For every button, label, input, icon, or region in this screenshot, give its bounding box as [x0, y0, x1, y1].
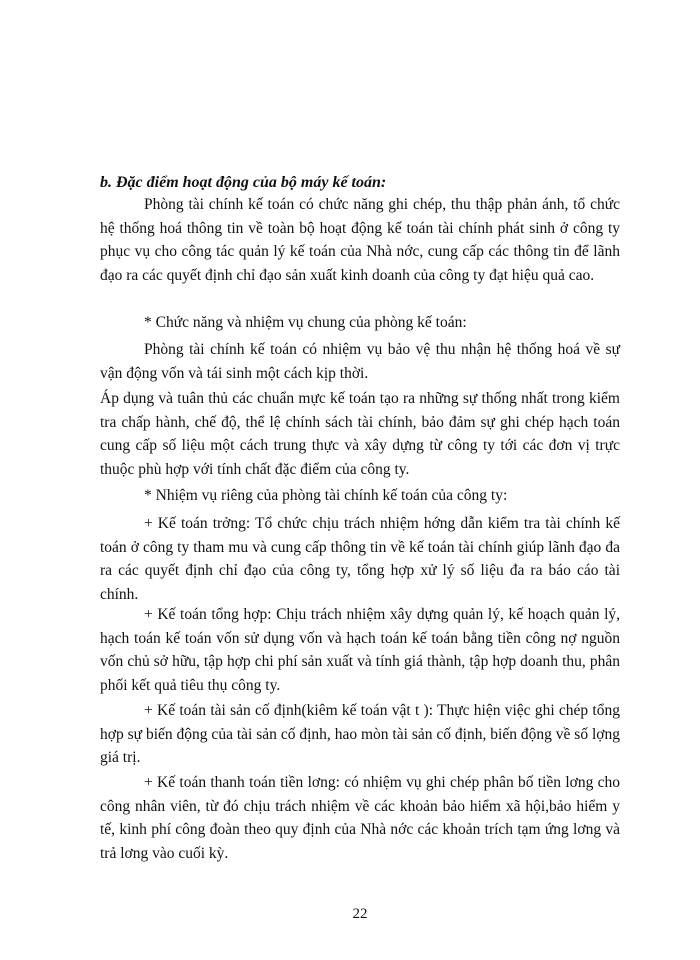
- section-heading: b. Đặc điểm hoạt động của bộ máy kế toán:: [100, 174, 387, 191]
- page-number: 22: [352, 906, 368, 922]
- paragraph-general-accountant: + Kế toán tổng hợp: Chịu trách nhiệm xây dựng quản lý, kế hoạch quản lý, hạch toán kế toán vốn sử dụng vốn và hạch toán kế toán bằng tiền công nợ nguồn vốn chủ sở hữu, tập hợp chi phí sản xuất và tính giá thành, tập hợp doanh thu, phân phối kết quả tiêu thụ công ty.: [100, 606, 620, 694]
- paragraph-general-functions-title: * Chức năng và nhiệm vụ chung của phòng kế toán:: [144, 314, 467, 331]
- paragraph-overview: Phòng tài chính kế toán có chức năng ghi chép, thu thập phản ánh, tổ chức hệ thống hoá thông tin về toàn bộ hoạt động kế toán tài chính phát sinh ở công ty phục vụ cho công tác quản lý kế toán của Nhà nớc, cung cấp các thông tin để lãnh đạo ra các quyết định chỉ đạo sản xuất kinh doanh của công ty đạt hiệu quả cao.: [100, 196, 620, 284]
- paragraph-fixed-asset-accountant: + Kế toán tài sản cố định(kiêm kế toán vật t ): Thực hiện việc ghi chép tổng hợp sự biến động của tài sản cố định, hao mòn tài sản cố định, biến động về số lợng giá trị.: [100, 702, 620, 766]
- paragraph-payroll-accountant: + Kế toán thanh toán tiền lơng: có nhiệm vụ ghi chép phân bố tiền lơng cho công nhân viên, từ đó chịu trách nhiệm về các khoản bảo hiểm xã hội,bảo hiểm y tế, kinh phí công đoàn theo quy định của Nhà nớc các khoản trích tạm ứng lơng và trả lơng vào cuối kỳ.: [100, 774, 620, 862]
- paragraph-duties: Phòng tài chính kế toán có nhiệm vụ bảo vệ thu nhận hệ thống hoá về sự vận động vốn và tái sinh một cách kịp thời.: [100, 341, 620, 382]
- paragraph-specific-duties-title: * Nhiệm vụ riêng của phòng tài chính kế toán của công ty:: [144, 487, 508, 504]
- paragraph-chief-accountant: + Kế toán trởng: Tổ chức chịu trách nhiệm hớng dẫn kiểm tra tài chính kế toán ở công ty tham mu và cung cấp thông tin về kế toán tài chính giúp lãnh đạo đa ra các quyết định chỉ đạo của công ty, tổng hợp xử lý số liệu đa ra báo cáo tài chính.: [100, 515, 620, 603]
- paragraph-standards: Áp dụng và tuân thủ các chuẩn mực kế toán tạo ra những sự thống nhất trong kiểm tra chấp hành, chế độ, thể lệ chính sách tài chính, bảo đảm sự ghi chép hạch toán cung cấp số liệu một cách trung thực và xây dựng từ công ty tới các đơn vị trực thuộc phù hợp với tính chất đặc điểm của công ty.: [100, 390, 620, 478]
